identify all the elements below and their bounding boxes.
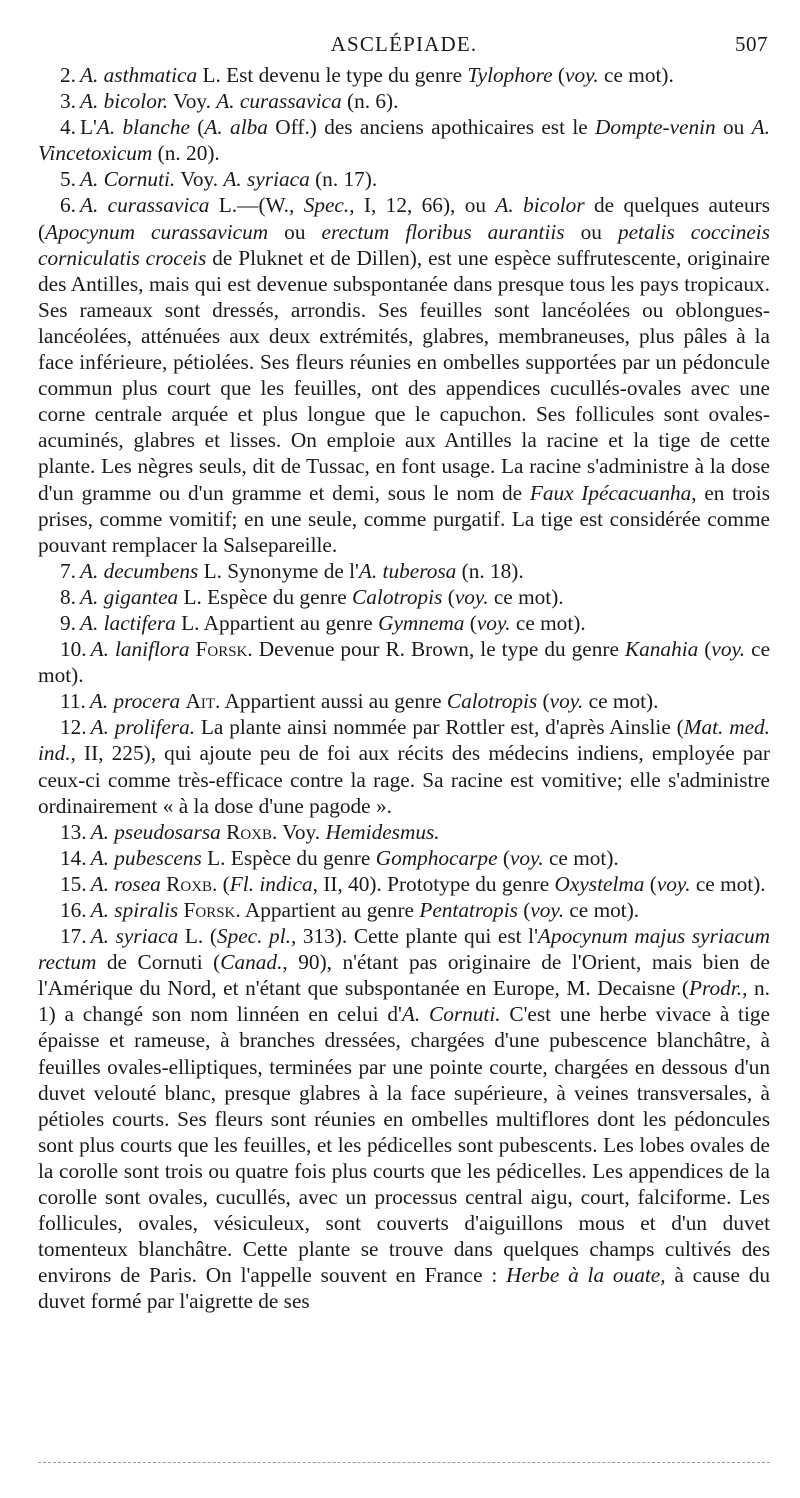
italic-term: A. Cornuti. [401,1002,501,1027]
italic-term: A. Vincetoxicum [38,115,771,166]
entry-text: ( [497,845,510,870]
species-name: A. asthmatica [79,63,198,87]
page-number: 507 [735,32,768,56]
italic-term: A. curassavica [216,89,342,114]
author-abbrev: L. [203,558,222,583]
entry-text: ce mot). [38,637,771,688]
entry-text: ( [537,689,550,714]
entry-text: , 313). Cette plante qui est l' [290,924,538,949]
entry-text: de quelques auteurs ( [38,193,771,244]
entry-text: Est devenu le type du genre [220,63,468,87]
species-name: A. laniflora [90,637,190,662]
italic-term: voy. [476,610,511,635]
entry-number: 7. [60,558,76,583]
italic-term: voy. [711,637,746,662]
italic-term: A. tuberosa [358,558,457,583]
entry-17 [38,923,770,1314]
italic-term: voy. [565,63,599,87]
italic-term: Spec. [303,193,350,218]
entry-text: —(W., [237,193,304,218]
entry-5 [38,166,770,192]
species-name: A. bicolor. [79,89,169,114]
entry-text: Appartient au genre [199,610,379,635]
entry-text: , II, 40). Prototype du genre [312,871,555,896]
entry-text: ( [644,871,657,896]
entry-text: C'est une herbe vivace à tige épaisse et rameuse, à branches dressées, chargées d'une pubescence blanchâtre, à feuilles ovales-elliptiques, terminées par une pointe courte, chargées en dessous d'un duvet velouté blanc, presque glabres à la face supérieure, à veines transversales, à pétioles courts. Ses fleurs sont réunies en ombelles multiflores dont les pédoncules sont plus courts que les feuilles, et les pédicelles sont pubescents. Les lobes ovales de la corolle sont trois ou quatre fois plus courts que les pédicelles. Les appendices de la corolle sont ovales, cucullés, avec un processus central aigu, court, falciforme. Les follicules, ovales, vésiculeux, sont couverts d'aiguillons mous et d'un duvet tomenteux blanchâtre. Cette plante se trouve dans quelques champs cultivés des environs de Paris. On l'appelle souvent en France : [38,1002,770,1288]
entry-7 [38,558,770,584]
species-name: A. procera [89,689,181,714]
entry-text: ce mot). [583,689,659,714]
entry-text: Voy. [168,89,217,114]
italic-term: Kanahia [624,637,699,662]
entry-number: 11. [60,689,86,714]
entry-text: , II, 225), qui ajoute peu de foi aux récits des médecins indiens, employée par ceux-ci comme très-efficace contre la rage. Sa racine est vomitive; elle s'administre ordinairement « à la dose d'une pagode ». [38,741,770,818]
italic-term: Fl. indica [229,871,313,896]
footer-rule [38,1462,770,1463]
italic-term: petalis coccineis corniculatis croceis [38,219,771,270]
entry-text: ce mot). [598,63,674,87]
italic-term: Calotropis [352,584,443,609]
entry-number: 6. [60,193,76,218]
entry-text: Appartient au genre [240,898,420,922]
author-abbrev: L. [202,63,221,87]
entry-text: ce mot). [510,610,586,635]
italic-term: voy. [454,584,489,609]
italic-term: A. alba [204,115,268,140]
italic-term: Canad. [220,950,283,975]
author-abbrev: Forsk. [183,898,241,922]
species-name: A. gigantea [79,584,179,609]
author-abbrev: Roxb. [226,819,278,844]
entry-text: Off.) des anciens apothicaires est le [267,115,596,140]
entry-16 [38,897,770,923]
italic-term: Apocynum majus syriacum rectum [38,924,770,975]
italic-term: Oxystelma [554,871,645,896]
entry-text: ( [517,898,531,922]
italic-term: Tylophore [467,63,553,87]
entry-text: ce mot). [564,898,640,922]
italic-term: Dompte-venin [595,115,716,140]
species-name: A. blanche [96,115,190,140]
author-abbrev: Roxb. [166,871,218,896]
author-abbrev: L. [207,845,226,870]
italic-term: voy. [530,898,565,922]
italic-term: voy. [656,871,691,896]
entry-text: Voy. [175,167,224,192]
entry-number: 8. [60,584,76,609]
italic-term: Prodr. [689,976,743,1001]
entry-9 [38,610,770,636]
italic-term: Apocynum curassavicum [45,219,269,244]
author-abbrev: L. [181,610,200,635]
author-abbrev: L. [183,584,202,609]
entry-text: La plante ainsi nommée par Rottler est, d'après Ainslie ( [195,715,684,740]
entry-text: ( [698,637,712,662]
entry-number: 9. [60,610,76,635]
entry-text: Voy. [277,819,326,844]
entry-6 [38,192,770,557]
entry-prefix: L' [79,115,97,140]
entry-text: ( [552,63,565,87]
entry-text: (n. 6). [341,89,399,114]
entry-text: à cause du duvet formé par l'aigrette de ses [38,1263,770,1314]
entry-text: ou [564,219,618,244]
entry-text: ( [217,871,230,896]
entry-number: 5. [60,167,76,192]
species-name: A. prolifera. [90,715,196,740]
entry-text: , 90), n'étant pas originaire de l'Orient, mais bien de l'Amérique du Nord, et n'étant que subspontanée en Europe, M. Decaisne ( [38,950,770,1001]
entry-number: 14. [60,845,87,870]
entry-13 [38,819,770,845]
italic-term: Spec. pl. [216,924,291,949]
entry-number: 13. [60,819,87,844]
entry-text: Espèce du genre [201,584,353,609]
entry-text: ( [203,924,217,949]
italic-term: voy. [549,689,584,714]
entry-text: ( [464,610,477,635]
entry-text: , n. 1) a changé son nom linnéen en celui d' [38,976,770,1027]
entry-number: 17. [60,924,87,949]
author-abbrev: Forsk. [195,637,253,662]
entry-number: 4. [60,115,76,140]
entry-text: (n. 18). [456,558,524,583]
entry-text: Synonyme de l' [221,558,359,583]
italic-term: Pentatropis [419,898,518,922]
entry-number: 10. [60,637,87,662]
species-name: A. Cornuti. [79,167,176,192]
entry-text: (n. 20). [152,141,220,166]
entry-text: (n. 17). [309,167,378,192]
species-name: A. pseudosarsa [90,819,221,844]
species-name: A. decumbens [79,558,199,583]
italic-term: Gomphocarpe [375,845,498,870]
entry-number: 2. [60,63,76,87]
italic-term: Faux Ipécacuanha [529,480,692,505]
entry-10 [38,636,770,688]
entry-text: Devenue pour R. Brown, le type du genre [252,637,625,662]
entry-text: ce mot). [488,584,564,609]
italic-term: A. syriaca [223,167,310,192]
author-abbrev: L. [184,924,204,949]
italic-term: Mat. med. ind. [38,715,770,766]
italic-term: voy. [509,845,544,870]
entry-text: ou [715,115,752,140]
entry-text: , en trois prises, comme vomitif; en une seule, comme purgatif. La tige est considérée comme pouvant remplacer la Salsepareille. [38,480,771,557]
running-title: ASCLÉPIADE. [330,32,478,56]
entry-number: 16. [60,898,87,922]
entry-text: ce mot). [690,871,766,896]
running-head [38,28,770,62]
entry-15 [38,871,770,897]
entry-text: de Pluknet et de Dillen), est une espèce suffrutescente, originaire des Antilles, mais qui est devenue subspontanée dans presque tous les pays tropicaux. Ses rameaux sont dressés, arrondis. Ses feuilles sont lancéolées ou oblongues-lancéolées, atténuées aux deux extrémités, glabres, membraneuses, plus pâles à la face inférieure, pétiolées. Ses fleurs réunies en ombelles supportées par un pédoncule commun plus court que les feuilles, ont des appendices cucullés-ovales avec une corne centrale arquée et plus longue que le capuchon. Ses follicules sont ovales-acuminés, glabres et lisses. On emploie aux Antilles la racine et la tige de cette plante. Les nègres seuls, dit de Tussac, en font usage. La racine s'administre à la dose d'un gramme ou d'un gramme et demi, sous le nom de [38,245,770,505]
entry-8 [38,584,770,610]
entry-text: Espèce du genre [225,845,376,870]
species-name: A. lactifera [79,610,176,635]
document-page [38,28,770,1315]
species-name: A. syriaca [90,924,179,949]
entry-number: 3. [60,89,76,114]
italic-term: Calotropis [446,689,538,714]
entry-number: 15. [60,871,87,896]
entry-12 [38,714,770,818]
entry-text: , I, 12, 66), ou [349,193,496,218]
author-abbrev: Ait. [185,689,221,714]
entry-text: ou [268,219,322,244]
author-abbrev: L. [218,193,238,218]
entry-14 [38,845,770,871]
entry-text: ce mot). [543,845,619,870]
entry-text: de Cornuti ( [96,950,221,975]
entry-4 [38,114,770,166]
italic-term: erectum floribus aurantiis [321,219,565,244]
species-name: A. curassavica [79,193,210,218]
entry-3 [38,88,770,114]
italic-term: Gymnema [378,610,465,635]
entry-2 [38,62,770,88]
entry-list [38,62,770,1315]
italic-term: Hemidesmus. [325,819,440,844]
species-name: A. rosea [90,871,161,896]
entry-text: ( [189,115,205,140]
entry-number: 12. [60,715,87,740]
entry-text: Appartient aussi au genre [220,689,447,714]
species-name: A. pubescens [90,845,202,870]
entry-text: ( [442,584,455,609]
entry-11 [38,688,770,714]
italic-term: A. bicolor [495,193,585,218]
species-name: A. spiralis [90,898,179,922]
italic-term: Herbe à la ouate, [506,1263,666,1288]
